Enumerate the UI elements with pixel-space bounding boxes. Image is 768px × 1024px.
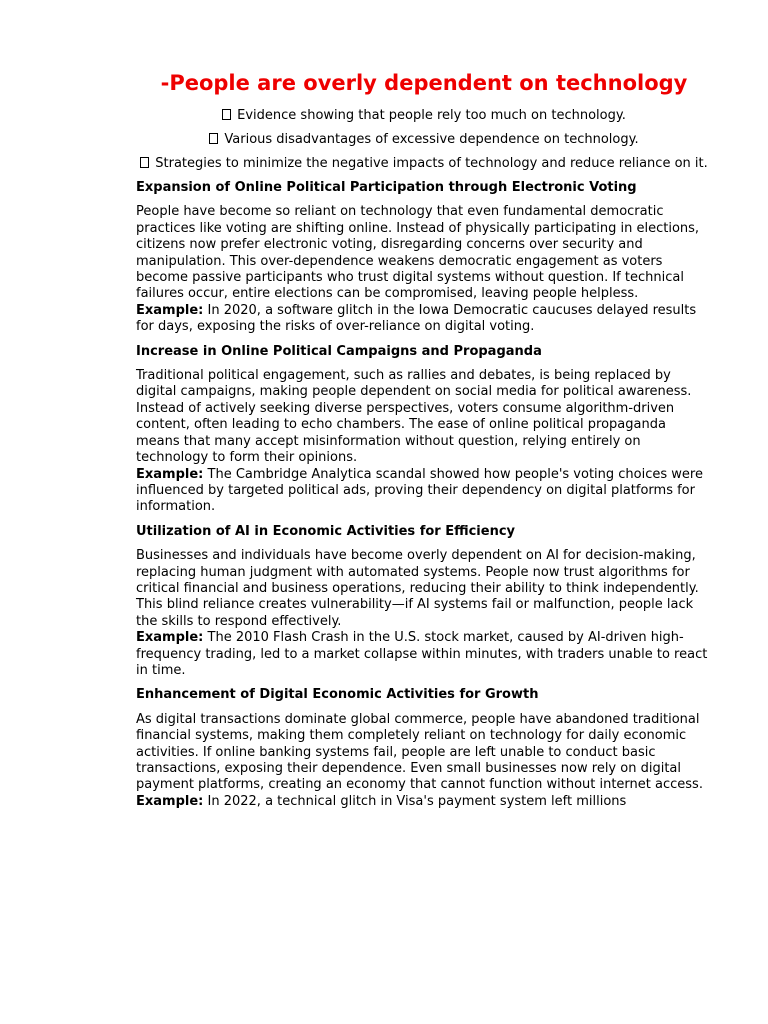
checkbox-icon bbox=[209, 133, 218, 144]
section-example bbox=[136, 630, 712, 679]
bullet-text: Strategies to minimize the negative impacts of technology and reduce reliance on it. bbox=[155, 156, 708, 171]
section-body: People have become so reliant on technology that even fundamental democratic practices like voting are shifting online. Instead of physically participating in elections, citizens now prefer electronic voting, disregarding concerns over security and manipulation. This over-dependence weakens democratic engagement as voters become passive participants who trust digital systems without question. If technical failures occur, entire elections can be compromised, leaving people helpless. bbox=[136, 204, 700, 302]
document-page bbox=[136, 70, 712, 818]
section-body: Traditional political engagement, such as rallies and debates, is being replaced by digital campaigns, making people dependent on social media for political awareness. Instead of actively seeking diverse perspectives, voters consume algorithm-driven content, often leading to echo chambers. The ease of online political propaganda means that many accept misinformation without question, relying entirely on technology to form their opinions. bbox=[136, 368, 692, 466]
section-heading: Enhancement of Digital Economic Activities for Growth bbox=[136, 687, 539, 703]
bullet-item bbox=[136, 108, 712, 124]
section-example bbox=[136, 794, 712, 810]
example-label: Example: bbox=[136, 630, 204, 646]
checkbox-icon bbox=[140, 157, 149, 168]
example-label: Example: bbox=[136, 793, 204, 809]
bullet-text: Evidence showing that people rely too much on technology. bbox=[237, 108, 626, 123]
example-text: In 2020, a software glitch in the Iowa Democratic caucuses delayed results for days, exposing the risks of over-reliance on digital voting. bbox=[136, 302, 697, 335]
section-heading: Expansion of Online Political Participation through Electronic Voting bbox=[136, 180, 637, 195]
example-text: The Cambridge Analytica scandal showed how people's voting choices were influenced by targeted political ads, proving their dependency on digital platforms for information. bbox=[136, 466, 703, 515]
section-online-campaigns bbox=[136, 344, 712, 516]
bullet-item bbox=[136, 156, 712, 172]
page-title: -People are overly dependent on technology bbox=[160, 71, 688, 95]
section-heading: Increase in Online Political Campaigns and Propaganda bbox=[136, 343, 542, 359]
example-label: Example: bbox=[136, 466, 204, 482]
checkbox-icon bbox=[222, 109, 231, 120]
section-electronic-voting bbox=[136, 180, 712, 336]
example-text: In 2022, a technical glitch in Visa's payment system left millions bbox=[207, 793, 627, 809]
section-body: Businesses and individuals have become overly dependent on AI for decision-making, replacing human judgment with automated systems. People now trust algorithms for critical financial and business operations, reducing their ability to think independently. This blind reliance creates vulnerability—if AI systems fail or malfunction, people lack the skills to respond effectively. bbox=[136, 548, 699, 629]
bullet-item bbox=[136, 132, 712, 148]
example-text: The 2010 Flash Crash in the U.S. stock market, caused by AI-driven high-frequency trading, led to a market collapse within minutes, with traders unable to react in time. bbox=[136, 630, 708, 678]
section-ai-economic bbox=[136, 524, 712, 680]
example-label: Example: bbox=[136, 302, 204, 318]
section-body: As digital transactions dominate global commerce, people have abandoned traditional financial systems, making them completely reliant on technology for daily economic activities. If online banking systems fail, people are left unable to conduct basic transactions, exposing their dependence. Even small businesses now rely on digital payment platforms, creating an economy that cannot function without internet access. bbox=[136, 711, 703, 793]
section-digital-economy bbox=[136, 687, 712, 810]
bullet-text: Various disadvantages of excessive dependence on technology. bbox=[224, 132, 639, 147]
bullet-list bbox=[136, 108, 712, 172]
section-example bbox=[136, 303, 712, 336]
section-heading: Utilization of AI in Economic Activities for Efficiency bbox=[136, 523, 516, 539]
section-example bbox=[136, 467, 712, 516]
